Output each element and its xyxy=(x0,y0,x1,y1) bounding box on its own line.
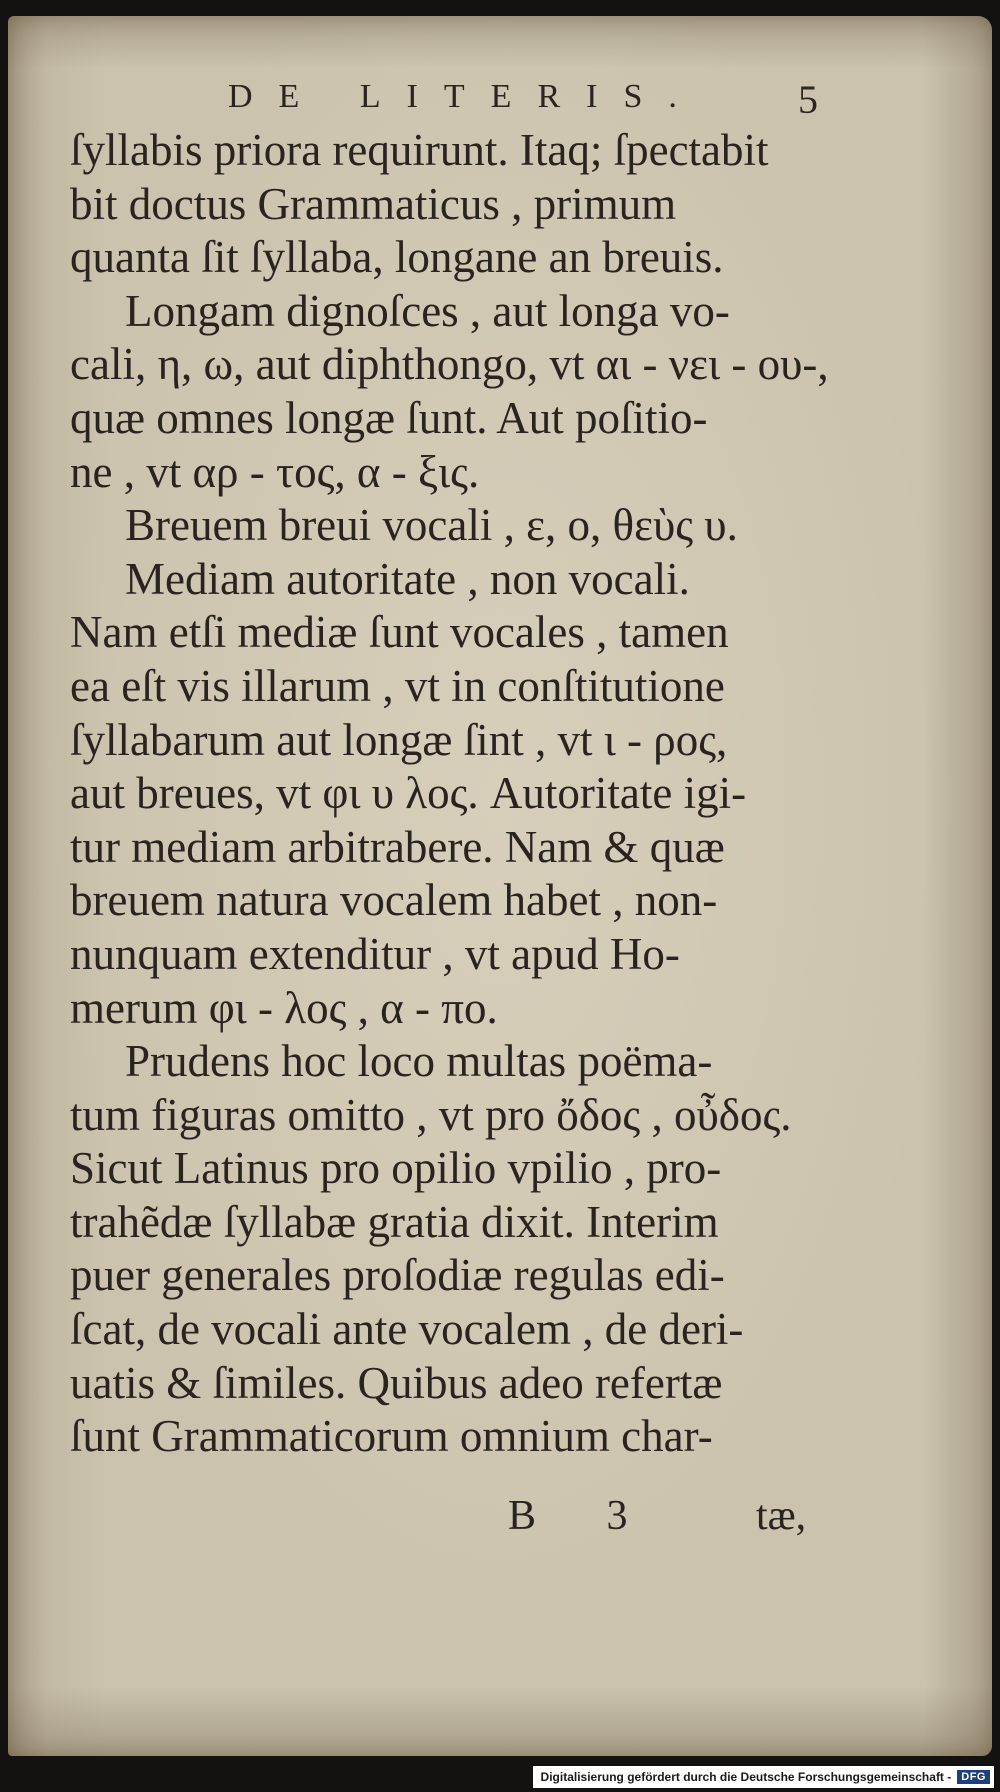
text-line: trahẽdæ ſyllabæ gratia dixit. Interim xyxy=(70,1196,719,1247)
page-number: 5 xyxy=(798,77,818,122)
book-page xyxy=(8,16,992,1756)
text-line: merum φι - λος , α - πο. xyxy=(70,982,498,1033)
text-line: Sicut Latinus pro opilio vpilio , pro- xyxy=(70,1143,722,1194)
text-line: ne , vt αρ - τος, α - ξις. xyxy=(70,446,480,497)
text-line: Longam dignoſces , aut longa vo- xyxy=(125,285,730,336)
text-line: cali, η, ω, aut diphthongo, vt αι - νει - ου-, xyxy=(70,339,829,390)
text-line: quæ omnes longæ ſunt. Aut poſitio- xyxy=(70,392,708,443)
digitization-credit xyxy=(533,1766,994,1788)
text-line: aut breues, vt φι υ λος. Autoritate igi- xyxy=(70,768,747,819)
body-text xyxy=(70,124,829,1464)
page-header xyxy=(8,78,992,128)
text-line: Breuem breui vocali , ε, ο, θεὺς υ. xyxy=(125,500,738,551)
text-line: uatis & ſimiles. Quibus adeo refertæ xyxy=(70,1357,723,1408)
text-line: ſyllabarum aut longæ ſint , vt ι - ρος, xyxy=(70,714,728,765)
text-line: Prudens hoc loco multas poëma- xyxy=(125,1036,713,1087)
text-line: tur mediam arbitrabere. Nam & quæ xyxy=(70,821,725,872)
text-line: ſcat, de vocali ante vocalem , de deri- xyxy=(70,1304,744,1355)
text-line: ea eſt vis illarum , vt in conſtitutione xyxy=(70,660,725,711)
text-line: puer generales proſodiæ regulas edi- xyxy=(70,1250,725,1301)
page-footer xyxy=(8,1492,992,1552)
text-line: tum figuras omitto , vt pro ὄδος , οὖδος. xyxy=(70,1089,792,1140)
text-line: nunquam extenditur , vt apud Ho- xyxy=(70,928,680,979)
dfg-logo-icon: DFG xyxy=(957,1770,990,1784)
text-line: bit doctus Grammaticus , primum xyxy=(70,178,677,229)
running-title: DE LITERIS. xyxy=(228,78,703,115)
text-line: ſunt Grammaticorum omnium char- xyxy=(70,1411,713,1462)
signature-mark: B 3 xyxy=(508,1493,658,1539)
text-line: Nam etſi mediæ ſunt vocales , tamen xyxy=(70,607,729,658)
credit-text: Digitalisierung gefördert durch die Deutsche Forschungsgemeinschaft - xyxy=(540,1770,952,1784)
text-line: ſyllabis priora requirunt. Itaq; ſpectabit xyxy=(70,125,769,175)
text-line: Mediam autoritate , non vocali. xyxy=(125,553,690,604)
text-line: breuem natura vocalem habet , non- xyxy=(70,875,718,926)
text-line: quanta ſit ſyllaba, longane an breuis. xyxy=(70,232,724,283)
catchword: tæ, xyxy=(756,1493,807,1539)
